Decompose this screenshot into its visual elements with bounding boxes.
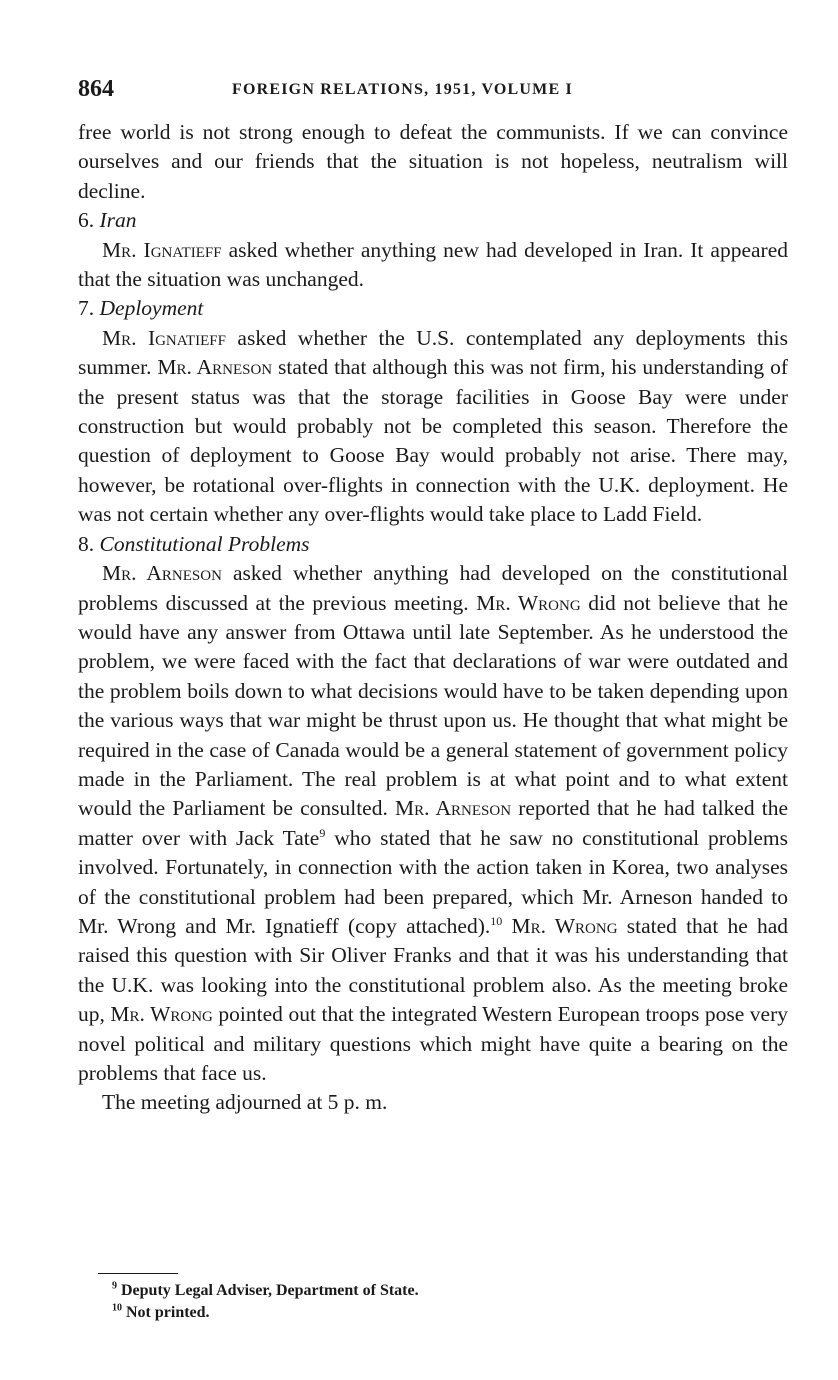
section-number: 7. (78, 296, 95, 321)
speaker-name: Mr. Wrong (476, 590, 581, 615)
paragraph-text: asked whether anything had developed on the constitutional problems discussed at the previous meeting. (78, 561, 788, 615)
footnote-text: Deputy Legal Adviser, Department of State. (121, 1282, 419, 1299)
section-paragraph-iran (78, 236, 788, 295)
section-title: Constitutional Problems (99, 531, 310, 556)
page-number: 864 (78, 76, 114, 102)
paragraph-text: stated that although this was not firm, his understanding of the present status was that the storage facilities in Goose Bay were under construction but would probably not be completed this season. Therefore the question of deployment to Goose Bay would probably not arise. There may, however, be rotational over-flights in connection with the U.K. deployment. He was not certain whether any over-flights would take place to Ladd Field. (78, 355, 788, 527)
paragraph-text: reported that he had talked the matter over with Jack Tate (78, 796, 789, 850)
speaker-name: Mr. Ignatieff (102, 325, 226, 350)
speaker-name: Mr. Arneson (102, 561, 222, 586)
section-heading-iran (78, 206, 788, 235)
closing-line: The meeting adjourned at 5 p. m. (102, 1090, 388, 1115)
section-heading-constitutional (78, 530, 788, 559)
paragraph-text: asked whether the U.S. contemplated any deployments this summer. (78, 325, 789, 380)
section-paragraph-deployment (78, 324, 788, 530)
speaker-name: Mr. Ignatieff (102, 237, 222, 262)
footnote-divider (98, 1273, 178, 1274)
paragraph-text: asked whether anything new had developed in Iran. It appeared that the situation was unchanged. (78, 237, 789, 292)
section-title: Iran (99, 208, 137, 233)
speaker-name: Mr. Arneson (395, 796, 512, 821)
paragraph-text: did not believe that he would have any answer from Ottawa until late September. As he understood the problem, we were faced with the fact that declarations of war were outdated and the problem boils down to what decisions would have to be taken depending upon the various ways that war might be thrust upon us. He thought that what might be required in the case of Canada would be a general statement of government policy made in the Parliament. The real problem is at what point and to what extent would the Parliament be consulted. (78, 590, 789, 821)
running-head-title: FOREIGN RELATIONS, 1951, VOLUME I (232, 81, 573, 98)
section-number: 6. (78, 208, 95, 233)
intro-paragraph: free world is not strong enough to defeat the communists. If we can convince ourselves and our friends that the situation is not hopeless, neutralism will decline. (78, 120, 788, 203)
section-heading-deployment (78, 294, 788, 323)
paragraph-text: who stated that he saw no constitutional problems involved. Fortunately, in connection with the action taken in Korea, two analyses of the constitutional problem had been prepared, which Mr. Arneson handed to Mr. Wrong and Mr. Ignatieff (copy attached). (78, 825, 788, 938)
section-paragraph-constitutional (78, 559, 788, 1088)
running-head (78, 76, 798, 106)
speaker-name: Mr. Wrong (511, 913, 618, 938)
footnotes (112, 1280, 712, 1324)
paragraph-text: stated that he had raised this question with Sir Oliver Franks and that it was his understanding that the U.K. was looking into the constitutional problem also. As the meeting broke up, (78, 913, 789, 1027)
footnote-reference: 10 (490, 913, 503, 928)
speaker-name: Mr. Wrong (110, 1002, 213, 1027)
section-title: Deployment (99, 296, 204, 321)
footnote-mark: 10 (112, 1302, 122, 1314)
paragraph-text: pointed out that the integrated Western European troops pose very novel political and military questions which might have quite a bearing on the problems that face us. (78, 1002, 789, 1085)
section-number: 8. (78, 531, 95, 556)
speaker-name: Mr. Arneson (157, 355, 273, 380)
footnote-text: Not printed. (126, 1304, 210, 1321)
footnote (112, 1302, 712, 1324)
footnote-reference: 9 (319, 825, 326, 840)
footnote-mark: 9 (112, 1280, 117, 1292)
footnote (112, 1280, 712, 1302)
body-text (78, 118, 788, 1118)
